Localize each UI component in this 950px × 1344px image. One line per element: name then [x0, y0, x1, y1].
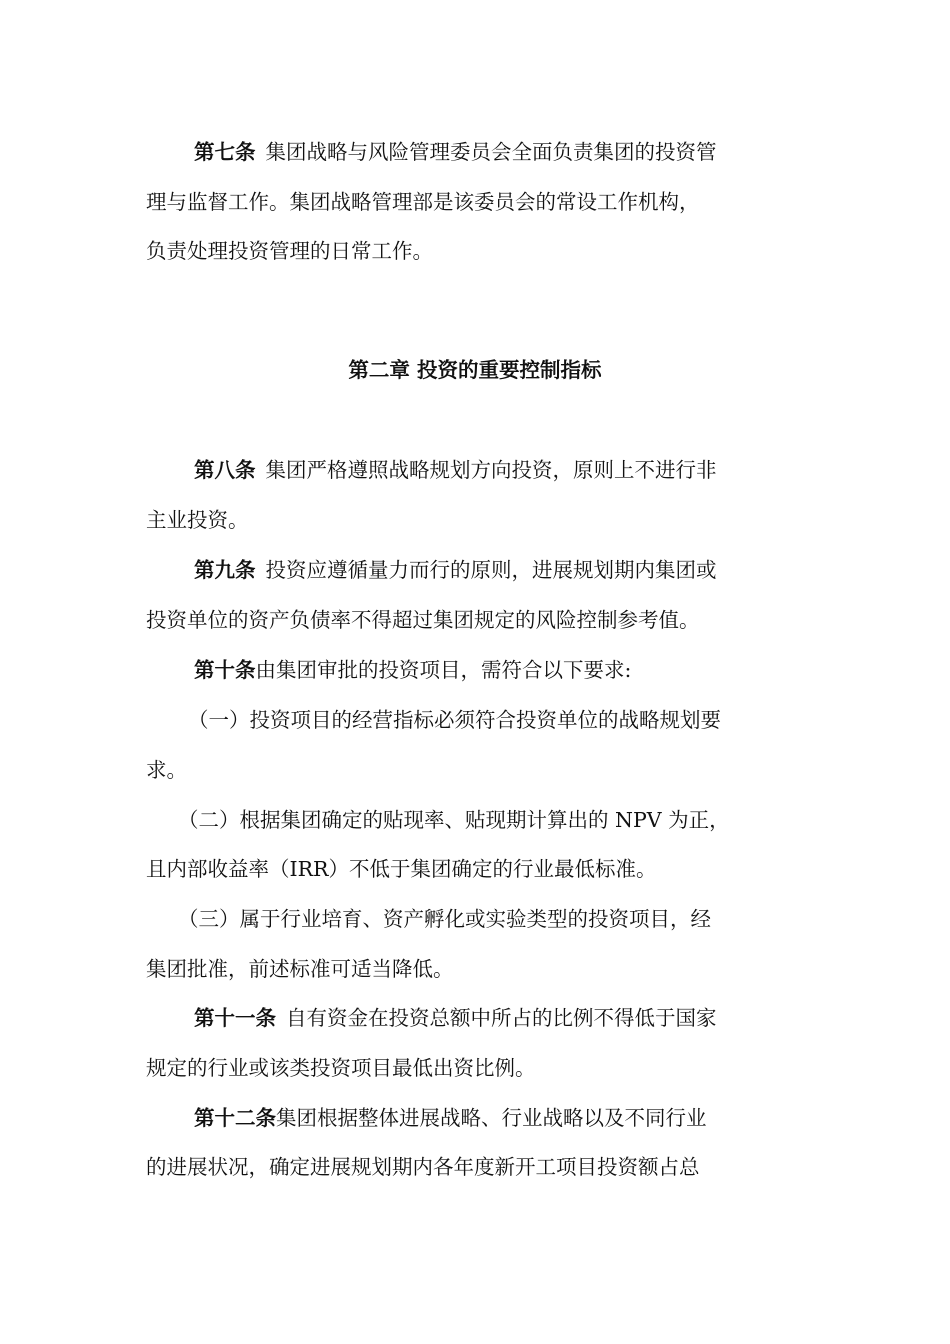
article-9-line-1 [194, 555, 717, 585]
article-10-line-1 [194, 655, 631, 685]
article-9-text-1: 投资应遵循量力而行的原则，进展规划期内集团或 [265, 558, 717, 582]
article-8-line-2: 主业投资。 [146, 508, 249, 532]
article-7-line-1 [194, 137, 717, 167]
article-11-label: 第十一条 [194, 1006, 276, 1030]
article-10-item-3-line-2: 集团批准，前述标准可适当降低。 [146, 957, 454, 981]
article-8-text-1: 集团严格遵照战略规划方向投资，原则上不进行非 [265, 458, 717, 482]
article-10-item-2-line-2: 且内部收益率（IRR）不低于集团确定的行业最低标准。 [146, 857, 657, 881]
article-12-line-1 [194, 1103, 707, 1133]
article-12-label: 第十二条 [194, 1106, 276, 1130]
article-9-label: 第九条 [194, 558, 256, 582]
article-11-line-2: 规定的行业或该类投资项目最低出资比例。 [146, 1056, 536, 1080]
article-7-label: 第七条 [194, 140, 256, 164]
article-11-line-1 [194, 1003, 717, 1033]
article-10-text-1: 由集团审批的投资项目，需符合以下要求: [255, 658, 632, 682]
chapter-2-heading: 第二章 投资的重要控制指标 [348, 358, 602, 382]
article-10-item-1-line-2: 求。 [146, 758, 187, 782]
article-10-item-2-line-1: （二）根据集团确定的贴现率、贴现期计算出的 NPV 为正， [178, 808, 730, 832]
article-7-line-3: 负责处理投资管理的日常工作。 [146, 239, 433, 263]
article-7-text-1: 集团战略与风险管理委员会全面负责集团的投资管 [265, 140, 717, 164]
article-10-label: 第十条 [194, 658, 256, 682]
article-10-item-1-line-1: （一）投资项目的经营指标必须符合投资单位的战略规划要 [188, 708, 721, 732]
article-10-item-3-line-1: （三）属于行业培育、资产孵化或实验类型的投资项目，经 [178, 907, 711, 931]
article-11-text-1: 自有资金在投资总额中所占的比例不得低于国家 [286, 1006, 717, 1030]
article-9-line-2: 投资单位的资产负债率不得超过集团规定的风险控制参考值。 [146, 608, 700, 632]
article-8-line-1 [194, 455, 717, 485]
article-12-text-1: 集团根据整体进展战略、行业战略以及不同行业 [276, 1106, 707, 1130]
article-12-line-2: 的进展状况，确定进展规划期内各年度新开工项目投资额占总 [146, 1155, 700, 1179]
article-8-label: 第八条 [194, 458, 256, 482]
article-7-line-2: 理与监督工作。集团战略管理部是该委员会的常设工作机构， [146, 190, 700, 214]
